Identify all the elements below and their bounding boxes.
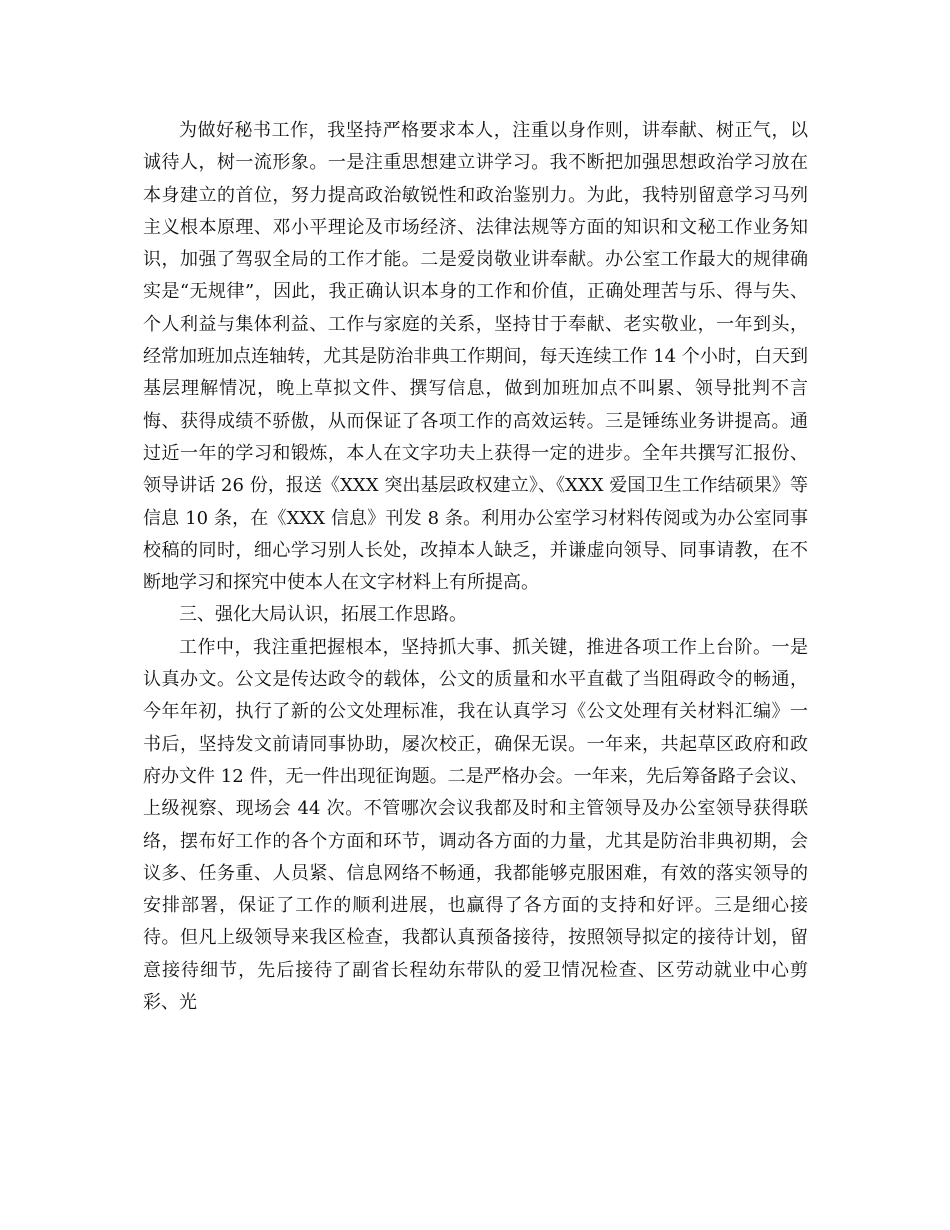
paragraph-secretary-work: 为做好秘书工作，我坚持严格要求本人，注重以身作则，讲奉献、树正气，以诚待人，树一流形象。一是注重思想建立讲学习。我不断把加强思想政治学习放在本身建立的首位，努力提高政治敏锐性和政治鉴别力。为此，我特别留意学习马列主义根本原理、邓小平理论及市场经济、法律法规等方面的知识和文秘工作业务知识，加强了驾驭全局的工作才能。二是爱岗敬业讲奉献。办公室工作最大的规律确实是“无规律”，因此，我正确认识本身的工作和价值，正确处理苦与乐、得与失、个人利益与集体利益、工作与家庭的关系，坚持甘于奉献、老实敬业，一年到头，经常加班加点连轴转，尤其是防治非典工作期间，每天连续工作 14 个小时，白天到基层理解情况，晚上草拟文件、撰写信息，做到加班加点不叫累、领导批判不言悔、获得成绩不骄傲，从而保证了各项工作的高效运转。三是锤练业务讲提高。通过近一年的学习和锻炼，本人在文字功夫上获得一定的进步。全年共撰写汇报份、领导讲话 26 份，报送《XXX 突出基层政权建立》、《XXX 爱国卫生工作结硕果》等信息 10 条，在《XXX 信息》刊发 8 条。利用办公室学习材料传阅或为办公室同事校稿的同时，细心学习别人长处，改掉本人缺乏，并谦虚向领导、同事请教，在不断地学习和探究中使本人在文字材料上有所提高。	[143, 120, 808, 594]
paragraph-work-approach: 工作中，我注重把握根本，坚持抓大事、抓关键，推进各项工作上台阶。一是认真办文。公文是传达政令的载体，公文的质量和水平直截了当阻碍政令的畅通，今年年初，执行了新的公文处理标准，我在认真学习《公文处理有关材料汇编》一书后，坚持发文前请同事协助，屡次校正，确保无误。一年来，共起草区政府和政府办文件 12 件，无一件出现征询题。二是严格办会。一年来，先后筹备路子会议、上级视察、现场会 44 次。不管哪次会议我都及时和主管领导及办公室领导获得联络，摆布好工作的各个方面和环节，调动各方面的力量，尤其是防治非典初期，会议多、任务重、人员紧、信息网络不畅通，我都能够克服困难，有效的落实领导的安排部署，保证了工作的顺利进展，也赢得了各方面的支持和好评。三是细心接待。但凡上级领导来我区检查，我都认真预备接待，按照领导拟定的接待计划，留意接待细节，先后接待了副省长程幼东带队的爱卫情况检查、区劳动就业中心剪彩、光	[143, 636, 808, 1014]
section-heading-3: 三、强化大局认识，拓展工作思路。	[179, 604, 467, 626]
document-body	[143, 115, 808, 1019]
